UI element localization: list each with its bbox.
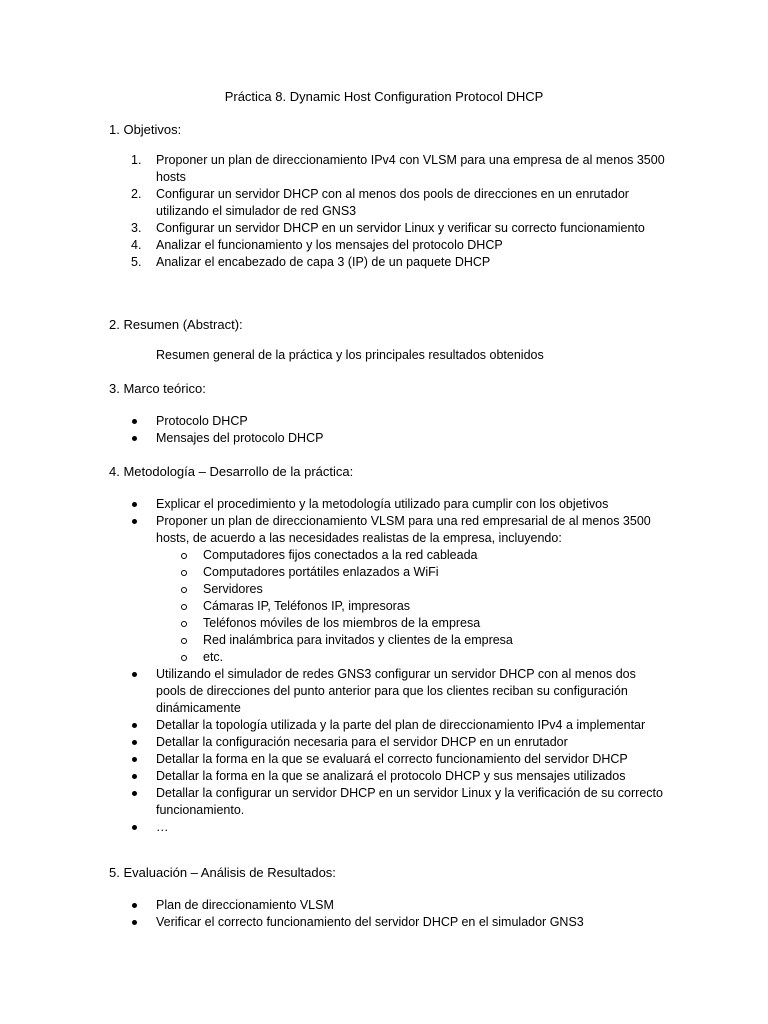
sublist-item: Teléfonos móviles de los miembros de la empresa	[156, 615, 669, 632]
list-item: 4. Analizar el funcionamiento y los mensajes del protocolo DHCP	[131, 238, 503, 252]
circle-bullet-icon	[181, 587, 187, 593]
sublist-item: Cámaras IP, Teléfonos IP, impresoras	[156, 598, 669, 615]
list-item: Detallar la forma en la que se evaluará el correcto funcionamiento del servidor DHCP	[109, 751, 669, 768]
evaluacion-list	[109, 897, 669, 931]
sublist-item: Computadores portátiles enlazados a WiFi	[156, 564, 669, 581]
list-item: Utilizando el simulador de redes GNS3 configurar un servidor DHCP con al menos dos pools de direcciones del punto anterior para que los clientes reciban su configuración dinámicamente	[109, 666, 669, 717]
circle-bullet-icon	[181, 553, 187, 559]
sublist-item: Servidores	[156, 581, 669, 598]
list-item: 5. Analizar el encabezado de capa 3 (IP) de un paquete DHCP	[131, 255, 491, 269]
list-item: Mensajes del protocolo DHCP	[109, 430, 669, 447]
section-heading-evaluacion: 5. Evaluación – Análisis de Resultados:	[109, 865, 336, 880]
list-item: Explicar el procedimiento y la metodología utilizado para cumplir con los objetivos	[109, 496, 669, 513]
resumen-text: Resumen general de la práctica y los principales resultados obtenidos	[156, 348, 544, 362]
bullet-icon	[132, 502, 137, 507]
section-heading-objetivos: 1. Objetivos:	[109, 122, 182, 137]
list-item: Verificar el correcto funcionamiento del servidor DHCP en el simulador GNS3	[109, 914, 669, 931]
bullet-icon	[132, 419, 137, 424]
bullet-icon	[132, 920, 137, 925]
list-item: Plan de direccionamiento VLSM	[109, 897, 669, 914]
list-item: Detallar la forma en la que se analizará el protocolo DHCP y sus mensajes utilizados	[109, 768, 669, 785]
marco-list	[109, 413, 669, 447]
list-item: Protocolo DHCP	[109, 413, 669, 430]
list-item: Detallar la topología utilizada y la parte del plan de direccionamiento IPv4 a implementar	[109, 717, 669, 734]
bullet-icon	[132, 723, 137, 728]
list-item: 1. Proponer un plan de direccionamiento IPv4 con VLSM para una empresa de al menos 3500 hosts	[131, 153, 665, 184]
section-heading-metodologia: 4. Metodología – Desarrollo de la práctica:	[109, 464, 354, 479]
list-item: Detallar la configurar un servidor DHCP en un servidor Linux y la verificación de su correcto funcionamiento.	[109, 785, 669, 819]
metodologia-list	[109, 496, 669, 836]
list-item: Proponer un plan de direccionamiento VLSM para una red empresarial de al menos 3500 hosts, de acuerdo a las necesidades realistas de la empresa, incluyendo: Computadores fijos conectados a la red cableada Computadores portátiles enlazados a WiFi Servidores Cámaras IP, Teléfonos IP, impresoras Teléfonos móviles de los miembros de la empresa Red inalámbrica para invitados y clientes de la empresa etc.	[109, 513, 669, 666]
metodologia-sublist	[156, 547, 669, 666]
sublist-item: etc.	[156, 649, 669, 666]
circle-bullet-icon	[181, 638, 187, 644]
bullet-icon	[132, 791, 137, 796]
circle-bullet-icon	[181, 604, 187, 610]
bullet-icon	[132, 672, 137, 677]
list-item: Detallar la configuración necesaria para el servidor DHCP en un enrutador	[109, 734, 669, 751]
section-heading-marco: 3. Marco teórico:	[109, 381, 206, 396]
circle-bullet-icon	[181, 570, 187, 576]
circle-bullet-icon	[181, 655, 187, 661]
circle-bullet-icon	[181, 621, 187, 627]
list-item: 2. Configurar un servidor DHCP con al menos dos pools de direcciones en un enrutador utilizando el simulador de red GNS3	[131, 187, 629, 218]
bullet-icon	[132, 825, 137, 830]
bullet-icon	[132, 436, 137, 441]
bullet-icon	[132, 740, 137, 745]
bullet-icon	[132, 519, 137, 524]
sublist-item: Red inalámbrica para invitados y clientes de la empresa	[156, 632, 669, 649]
sublist-item: Computadores fijos conectados a la red cableada	[156, 547, 669, 564]
list-item: 3. Configurar un servidor DHCP en un servidor Linux y verificar su correcto funcionamiento	[131, 221, 645, 235]
page-title: Práctica 8. Dynamic Host Configuration Protocol DHCP	[224, 89, 544, 104]
list-item: …	[109, 819, 669, 836]
bullet-icon	[132, 903, 137, 908]
section-heading-resumen: 2. Resumen (Abstract):	[109, 317, 243, 332]
bullet-icon	[132, 774, 137, 779]
objetivos-list	[109, 152, 669, 271]
bullet-icon	[132, 757, 137, 762]
